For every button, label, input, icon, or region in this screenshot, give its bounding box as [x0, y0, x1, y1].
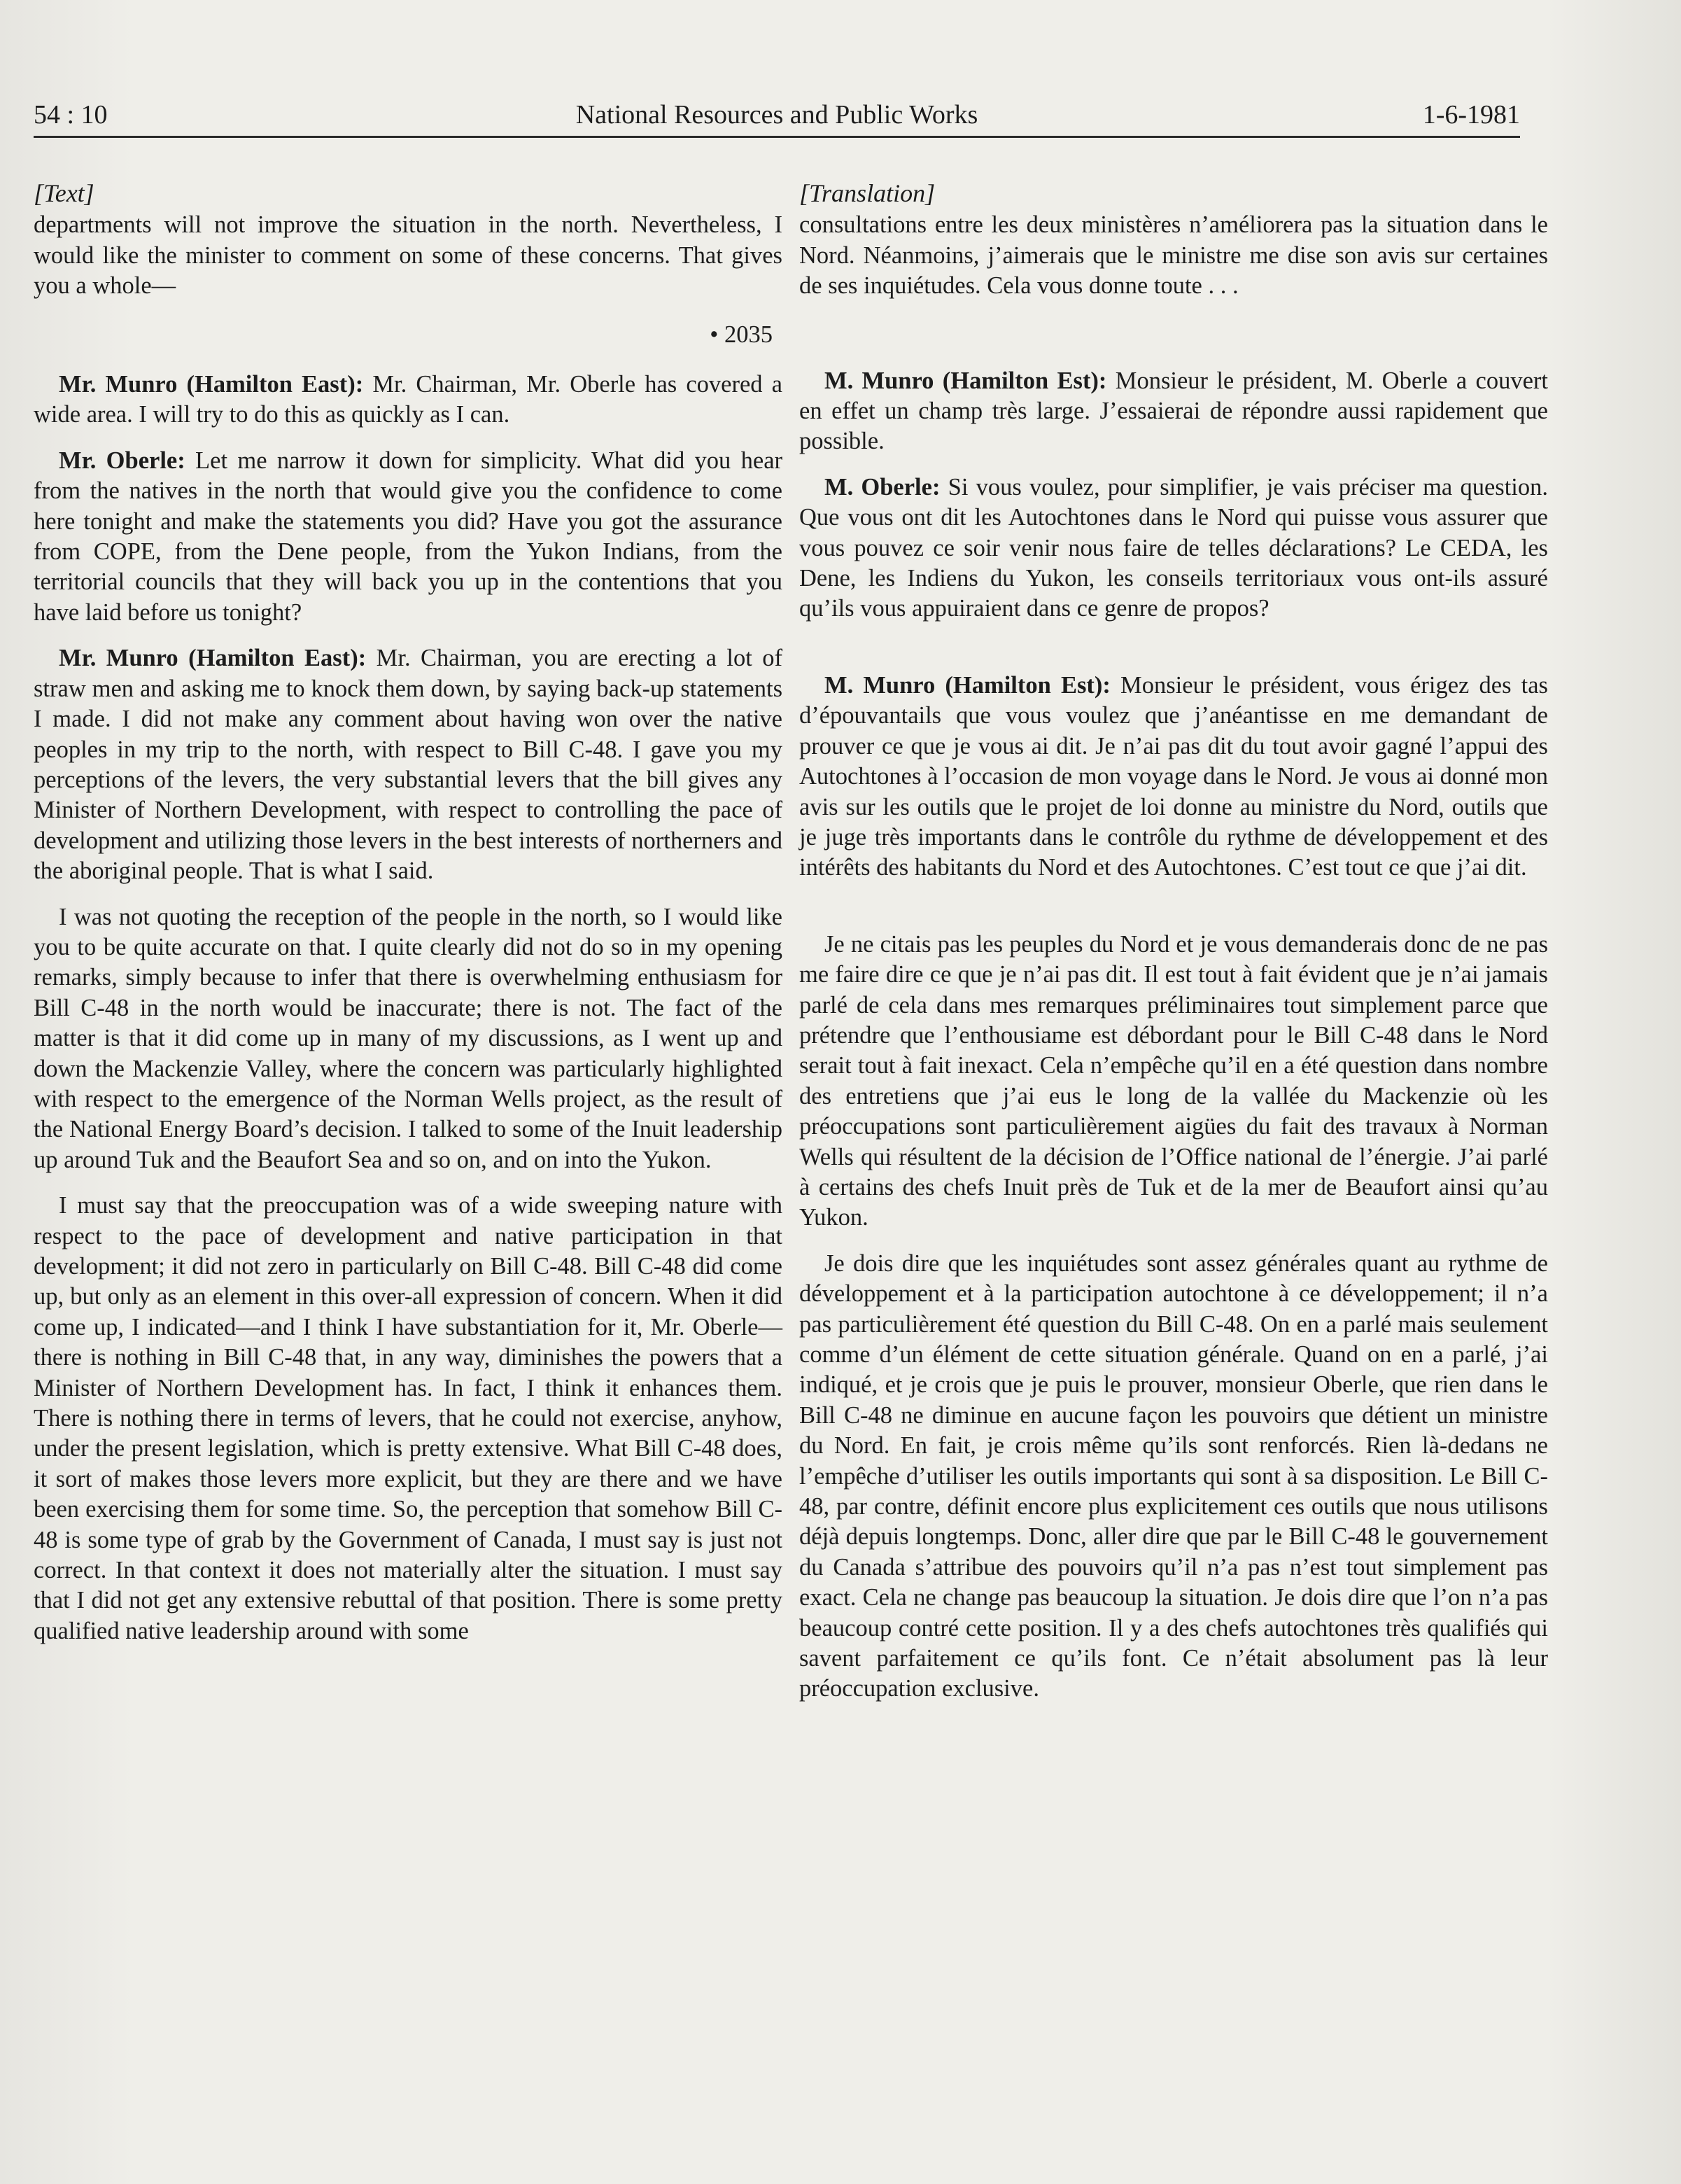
speech-text: Monsieur le président, M. Oberle a couvert en effet un champ très large. J’essaierai de répondre aussi rapidement que possible. [799, 367, 1548, 455]
speech-paragraph [799, 671, 1548, 883]
committee-title: National Resources and Public Works [575, 100, 978, 130]
speaker-name: M. Munro (Hamilton Est): [824, 367, 1107, 394]
speech-paragraph [799, 366, 1548, 457]
speech-paragraph [34, 370, 782, 430]
paragraph: Je ne citais pas les peuples du Nord et je vous demanderais donc de ne pas me faire dire ce que je n’ai pas dit. Il est tout à fait évident que je n’ai jamais parlé de cela dans mes remarques préliminaires tout simplement parce que prétendre que l’enthousiame est débordant pour le Bill C-48 dans le Nord serait tout à fait inexact. Cela n’empêche qu’il en a été question dans nombre des entretiens que j’ai eus le long de la vallée du Mackenzie où les préoccupations sont particulièrement aigües du fait des travaux à Norman Wells qui résultent de la décision de l’Office national de l’énergie. J’ai parlé à certains des chefs Inuit près de Tuk et de la mer de Beaufort ainsi qu’au Yukon. [799, 930, 1548, 1231]
timestamp: • 2035 [710, 321, 773, 348]
speech-paragraph [34, 446, 782, 628]
speech-text: Si vous voulez, pour simplifier, je vais préciser ma question. Que vous ont dit les Autochtones dans le Nord qui puisse vous assurer que vous pouvez ce soir venir nous faire de telles déclarations? Le CEDA, les Dene, les Indiens du Yukon, les conseils territoriaux vous ont-ils assuré qu’ils vous appuiraient dans ce genre de propos? [799, 473, 1548, 622]
paragraph: consultations entre les deux ministères n’améliorera pas la situation dans le Nord. Néanmoins, j’aimerais que le ministre me dise son avis sur certaines de ses inquiétudes. Cela vous donne toute . . . [799, 211, 1548, 300]
speech-text: Monsieur le président, vous érigez des tas d’épouvantails que vous voulez que j’anéantisse en me demandant de prouver ce que je vous ai dit. Je n’ai pas dit du tout avoir gagné l’appui des Autochtones à l’occasion de mon voyage dans le Nord. Je vous ai donné mon avis sur les outils que le projet de loi donne au ministre du Nord, outils que je juge très importants dans le contrôle du rythme de développement et des intérêts des habitants du Nord et des Autochtones. C’est tout ce que j’ai dit. [799, 671, 1548, 881]
speaker-name: Mr. Oberle: [59, 447, 185, 474]
language-label: [Translation] [799, 179, 936, 207]
paragraph: I was not quoting the reception of the people in the north, so I would like you to be quite accurate on that. I quite clearly did not do so in my opening remarks, simply because to infer that there is overwhelming enthusiasm for Bill C-48 in the north would be inaccurate; there is not. The fact of the matter is that it did come up in many of my discussions, as I went up and down the Mackenzie Valley, where the concern was particularly highlighted with respect to the emergence of the Norman Wells project, as the result of the National Energy Board’s decision. I talked to some of the Inuit leadership up around Tuk and the Beaufort Sea and so on, and on into the Yukon. [34, 903, 782, 1173]
paragraph: I must say that the preoccupation was of a wide sweeping nature with respect to the pace of development and native participation in that development; it did not zero in particularly on Bill C-48. Bill C-48 did come up, but only as an element in this over-all expression of concern. When it did come up, I indicated—and I think I have substantiation for it, Mr. Oberle—there is nothing in Bill C-48 that, in any way, diminishes the powers that a Minister of Northern Development has. In fact, I think it enhances them. There is nothing there in terms of levers, that he could not exercise, anyhow, under the present legislation, which is pretty extensive. What Bill C-48 does, it sort of makes those levers more explicit, but they are there and we have been exercising them for some time. So, the perception that somehow Bill C-48 is some type of grab by the Government of Canada, I must say is just not correct. In that context it does not materially alter the situation. I must say that I did not get any extensive rebuttal of that position. There is some pretty qualified native leadership around with some [34, 1192, 782, 1644]
speech-paragraph [799, 472, 1548, 624]
speech-paragraph [34, 643, 782, 886]
paragraph: Je dois dire que les inquiétudes sont assez générales quant au rythme de développement et à la participation autochtone à ce développement; il n’a pas particulièrement été question du Bill C-48. On en a parlé mais seulement comme d’un élément de cette situation générale. Quand on en a parlé, j’ai indiqué, et je crois que je puis le prouver, monsieur Oberle, que rien dans le Bill C-48 ne diminue en aucune façon les pouvoirs que détient un ministre du Nord. En fait, je crois même qu’ils sont renforcés. Rien là-dedans ne l’empêche d’utiliser les outils importants qui sont à sa disposition. Le Bill C-48, par contre, définit encore plus explicitement ces outils que nous utilisons déjà depuis longtemps. Donc, aller dire que par le Bill C-48 le gouvernement du Canada s’attribue des pouvoirs qu’il n’a pas n’est tout simplement pas exact. Cela ne change pas beaucoup la situation. Je dois dire que l’on n’a pas beaucoup contré cette position. Il y a des chefs autochtones très qualifiés qui savent parfaitement ce qu’ils font. Ce n’était absolument pas là leur préoccupation exclusive. [799, 1250, 1548, 1702]
speech-text: Let me narrow it down for simplicity. What did you hear from the natives in the north that would give you the confidence to come here tonight and make the statements you did? Have you got the assurance from COPE, from the Dene people, from the Yukon Indians, from the territorial councils that they will back you up in the contentions that you have laid before us tonight? [34, 447, 783, 626]
page-number: 54 : 10 [34, 100, 108, 130]
speech-text: Mr. Chairman, you are erecting a lot of straw men and asking me to knock them down, by saying back-up statements I made. I did not make any comment about having won over the native peoples in my trip to the north, with respect to Bill C-48. I gave you my perceptions of the levers, the very substantial levers that the bill gives any Minister of Northern Development, with respect to controlling the pace of development and utilizing those levers in the best interests of northerners and the aboriginal people. That is what I said. [34, 645, 782, 885]
speaker-name: Mr. Munro (Hamilton East): [59, 645, 367, 672]
page-header [34, 97, 1520, 138]
speaker-name: M. Oberle: [824, 473, 941, 500]
language-label: [Text] [34, 179, 94, 207]
speaker-name: Mr. Munro (Hamilton East): [59, 371, 364, 398]
french-column [799, 178, 1548, 1704]
page-date: 1-6-1981 [1422, 100, 1520, 130]
speaker-name: M. Munro (Hamilton Est): [824, 671, 1111, 699]
paragraph: departments will not improve the situation in the north. Nevertheless, I would like the minister to comment on some of these concerns. That gives you a whole— [34, 211, 782, 300]
speech-text: Mr. Chairman, Mr. Oberle has covered a wide area. I will try to do this as quickly as I can. [34, 371, 782, 428]
english-column [34, 178, 782, 1646]
